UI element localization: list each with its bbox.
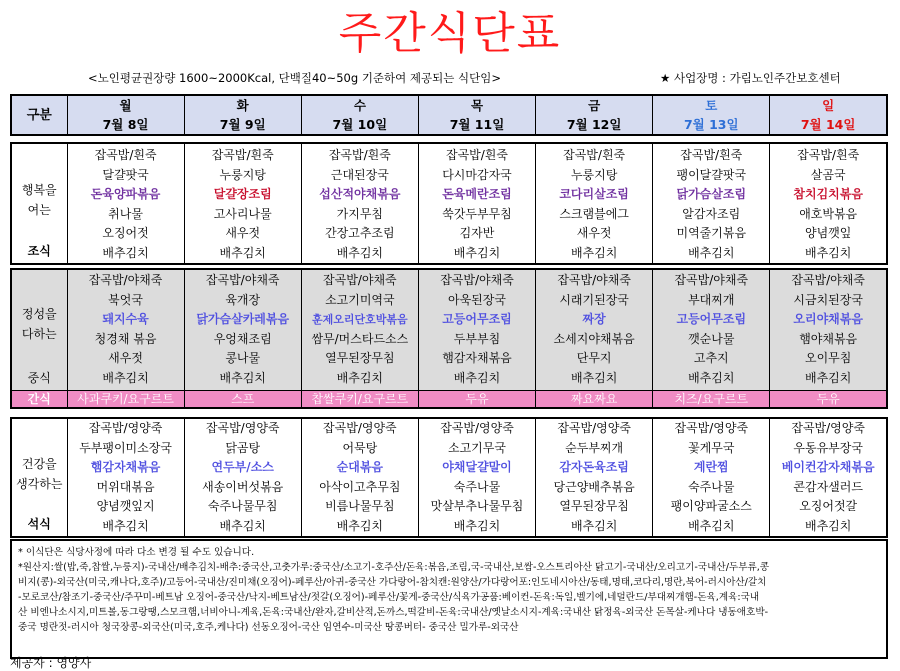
dish: 배추김치 [804,245,852,260]
dish: 시금치된장국 [793,292,863,307]
dish: 비름나물무침 [325,499,395,513]
lunch-wed [301,269,418,390]
note-line: 산 비엔나소시지,미트볼,동그랑땡,스모크햄,너비아니-계육,돈육:국내산/완자,갈비산적,돈까스,떡갈비-돈육:국내산/옛날소시지-계육:국내산 닭정육-외국산 돈목살-케나다 냉동애호박- [18,607,769,618]
snack-sun: 두유 [770,390,887,408]
dish: 달걀팟국 [102,167,149,182]
dinner-fri [536,418,653,537]
dish: 팽이달걀팟국 [676,167,747,182]
dish: 달걀장조림 [213,187,272,201]
gubun-label: 구분 [26,107,52,123]
dish: 팽이양파굴소스 [670,499,752,513]
dish: 숙주나물 [688,479,735,494]
lunch-sun [770,269,887,390]
dish: 잡곡밥/야채죽 [791,273,865,288]
dish: 닭곰탕 [225,440,261,455]
dish: 다시마감자국 [442,167,512,182]
dish: 숙주나물무침 [207,499,278,513]
dish: 고사리나물 [213,206,272,221]
note-line: -모로코산/참조기-중국산/주꾸미-베트남 오징어-중국산/낙지-베트남산/젓갈(오징어)-페루산/꽃게-중국산/식육가공품:베이컨-돈육:독일,벨기에,네덜란드/부대찌개햄-돈육,계육:국내 [18,592,760,603]
dish: 쑥갓두부무침 [442,206,512,221]
dish: 훈제오리단호박볶음 [312,313,408,327]
note-line: 중국 명란젓-러시아 청국장콩-외국산(미국,호주,케나다) 선동오징어-국산 임연수-미국산 땅콩버터- 중국산 밀가루-외국산 [18,622,519,633]
snack-tue: 스프 [184,390,301,408]
dish: 닭가슴살조림 [676,187,747,201]
dish: 당근양배추볶음 [553,479,635,494]
dish: 잡곡밥/흰죽 [797,148,860,162]
site-name: ★ 사업장명 : 가림노인주간보호센터 [660,71,841,85]
dish: 깻순나물 [688,331,735,346]
dinner-table [10,417,888,538]
dish: 누룽지탕 [219,167,266,182]
lunch-bottom-label: 중식 [27,370,51,385]
lunch-label: 정성을 다하는 중식 [11,269,67,390]
dish: 배추김치 [570,245,618,260]
dish: 미역줄기볶음 [676,226,747,240]
dish: 맛살부추나물무침 [430,499,524,513]
breakfast-label: 행복을 여는 조식 [11,143,67,264]
dish: 잡곡밥/야채죽 [674,273,749,288]
dish: 소세지야채볶음 [553,331,635,346]
dish: 두부팽이미소장국 [79,440,172,455]
lunch-thu [418,269,535,390]
dish: 양념깻잎 [804,226,852,240]
dish: 살곰국 [810,167,846,182]
dish: 콩나물 [225,351,261,366]
lunch-fri [536,269,653,390]
snack-mon: 사과쿠키/요구르트 [67,390,184,408]
dish: 감자돈육조림 [559,460,629,474]
dish: 배추김치 [219,370,266,385]
day-header [10,94,888,136]
dish: 오리야채볶음 [793,312,863,327]
dish: 돼지수육 [102,312,149,327]
breakfast-thu [418,143,535,264]
dish: 머위대볶음 [96,479,155,494]
dish: 배추김치 [336,370,384,385]
breakfast-sun [770,143,887,264]
lunch-mon [67,269,184,390]
dish: 새송이버섯볶음 [202,479,284,494]
dish: 애호박볶음 [799,206,858,221]
dish: 배추김치 [804,370,852,385]
provider-label: 제공자 : 영양사 [10,656,92,670]
dish: 배추김치 [453,518,501,533]
page-title: 주간식단표 [338,8,562,59]
header-mon: 월 7월 8일 [67,95,184,135]
dish: 취나물 [108,206,143,221]
dish: 오징어젓갈 [799,499,858,513]
dish: 어묵탕 [342,440,378,455]
dinner-wed [301,418,418,537]
dish: 잡곡밥/영양죽 [674,421,749,435]
dish: 배추김치 [688,518,735,533]
dish: 배추김치 [102,245,149,260]
breakfast-table [10,142,888,265]
dish: 참치김치볶음 [793,187,863,201]
snack-fri: 짜요짜요 [536,390,653,408]
dish: 단무지 [576,351,612,366]
note-line: *원산지:쌀(밥,죽,찹쌀,누룽지)-국내산/배추김치-배추:중국산,고춧가루:중국산/소고기-호주산/돈육:볶음,조림,국-국내산,보쌈-오스트리아산 닭고기-국내산/오리고기-국내산/두부류,콩 [18,562,770,573]
dish: 고등어무조림 [676,312,747,327]
breakfast-fri [536,143,653,264]
dish: 꽃게무국 [688,440,735,455]
breakfast-tue [184,143,301,264]
dinner-sat [653,418,770,537]
dish: 배추김치 [102,370,149,385]
dish: 잡곡밥/흰죽 [211,148,274,162]
dish: 두부부침 [453,331,501,346]
dish: 열무된장무침 [325,351,395,366]
dish: 간장고추조림 [325,226,395,240]
dish: 열무된장무침 [559,499,629,513]
dish: 잡곡밥/흰죽 [94,148,157,162]
dish: 잡곡밥/야채죽 [440,273,514,288]
dish: 배추김치 [688,245,735,260]
dish: 배추김치 [102,518,149,533]
dish: 아삭이고추무침 [319,479,401,494]
dish: 숙주나물 [453,479,501,494]
note-line: 비지(콩)-외국산(미국,캐나다,호주)/고등어-국내산/진미채(오징어)-페루산/아귀-중국산 가다랑어-참치캔:원양산/가다랑어포:인도네시아산/동태,명태,코다리,명란,북어-러시아산/갈치 [18,577,767,588]
dish: 순두부찌개 [565,440,624,455]
dish: 새우젓 [576,226,612,240]
dish: 아욱된장국 [448,292,506,307]
dish: 육개장 [225,292,261,307]
dish: 양념깻잎지 [96,499,155,513]
header-thu: 목 7월 11일 [418,95,535,135]
dish: 청경채 볶음 [94,331,157,346]
dish: 베이컨감자채볶음 [781,460,875,474]
dish: 고추지 [693,351,729,366]
dinner-tue [184,418,301,537]
header-sat: 토 7월 13일 [653,95,770,135]
dish: 잡곡밥/야채죽 [88,273,163,288]
dish: 오이무침 [804,351,852,366]
dish: 누룽지탕 [570,167,618,182]
dish: 잡곡밥/흰죽 [445,148,508,162]
dish: 김자반 [459,226,495,240]
dinner-label: 건강을 생각하는 석식 [11,418,67,537]
dish: 잡곡밥/흰죽 [680,148,743,162]
snack-row [11,390,887,408]
dish: 섭산적야채볶음 [319,187,401,201]
note-line: * 이식단은 식당사정에 따라 다소 변경 될 수도 있습니다. [18,547,255,558]
dish: 햄감자채볶음 [442,351,512,366]
dinner-sun [770,418,887,537]
dish: 잡곡밥/영양죽 [323,421,397,435]
dish: 계란찜 [693,460,729,474]
dish: 쌈무/머스타드소스 [311,331,409,346]
snack-thu: 두유 [418,390,535,408]
dish: 잡곡밥/영양죽 [557,421,631,435]
dish: 닭가슴살카레볶음 [196,312,290,327]
dish: 오징어젓 [102,226,149,240]
dish: 잡곡밥/흰죽 [328,148,391,162]
dish: 배추김치 [688,370,735,385]
dish: 짜장 [582,312,606,327]
breakfast-bottom-label: 조식 [27,244,51,258]
dinner-bottom-label: 석식 [27,517,51,531]
dish: 배추김치 [570,370,618,385]
snack-label: 간식 [11,390,67,408]
dish: 연두부/소스 [211,460,274,474]
dish: 가지무침 [336,206,384,221]
dish: 배추김치 [219,518,266,533]
dish: 알감자조림 [682,206,741,221]
dish: 고등어무조림 [442,312,512,327]
dish: 배추김치 [804,518,852,533]
dish: 잡곡밥/야채죽 [323,273,397,288]
subtitle: <노인평균권장량 1600~2000Kcal, 단백질40~50g 기준하여 제공되는 식단임> [88,71,501,85]
dish: 잡곡밥/영양죽 [205,421,280,435]
dish: 우엉채조림 [213,331,272,346]
dish: 근대된장국 [330,167,389,182]
lunch-table [10,268,888,409]
dish: 새우젓 [108,351,143,366]
snack-sat: 치즈/요구르트 [653,390,770,408]
dish: 소고기무국 [448,440,506,455]
dish: 잡곡밥/야채죽 [205,273,280,288]
dish: 잡곡밥/흰죽 [563,148,626,162]
dish: 배추김치 [219,245,266,260]
header-tue: 화 7월 9일 [184,95,301,135]
dish: 햄감자채볶음 [90,460,161,474]
breakfast-wed [301,143,418,264]
dish: 햄야채볶음 [799,331,858,346]
dish: 콘감자샐러드 [793,479,863,494]
header-wed: 수 7월 10일 [301,95,418,135]
snack-wed: 찹쌀쿠키/요구르트 [301,390,418,408]
dish: 잡곡밥/야채죽 [557,273,631,288]
header-fri: 금 7월 12일 [536,95,653,135]
dish: 배추김치 [336,245,384,260]
dish: 돈육양파볶음 [90,187,161,201]
dish: 잡곡밥/영양죽 [791,421,865,435]
header-sun: 일 7월 14일 [770,95,887,135]
dish: 코다리살조림 [559,187,629,201]
dinner-thu [418,418,535,537]
dish: 돈육메란조림 [442,187,512,201]
dish: 소고기미역국 [325,292,395,307]
dinner-mon [67,418,184,537]
dish: 부대찌개 [688,292,735,307]
lunch-tue [184,269,301,390]
dish: 우동유부장국 [793,440,863,455]
dish: 시래기된장국 [559,292,629,307]
dish: 잡곡밥/영양죽 [440,421,514,435]
breakfast-sat [653,143,770,264]
origin-notes [10,539,888,659]
breakfast-mon [67,143,184,264]
dish: 배추김치 [570,518,618,533]
dish: 북엇국 [108,292,143,307]
dish: 야채달걀말이 [442,460,512,474]
dish: 잡곡밥/영양죽 [88,421,163,435]
dish: 새우젓 [225,226,261,240]
dish: 배추김치 [336,518,384,533]
dish: 순대볶음 [336,460,384,474]
dish: 배추김치 [453,370,501,385]
dish: 배추김치 [453,245,501,260]
lunch-sat [653,269,770,390]
dish: 스크램블에그 [559,206,629,221]
